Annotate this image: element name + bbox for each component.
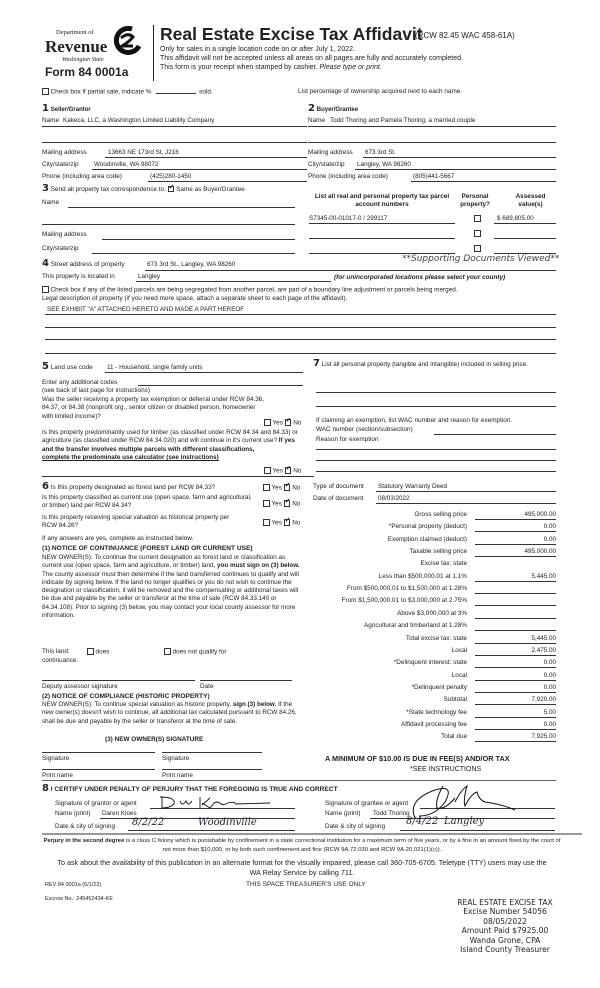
correspondence-name-label: Name bbox=[42, 199, 60, 206]
perjury-bold: Perjury in the second degree bbox=[43, 838, 125, 844]
land-use-field[interactable]: 11 - Household, single family units bbox=[107, 364, 203, 371]
no-checkbox[interactable] bbox=[284, 500, 291, 507]
amount-value-field[interactable]: 0.00 bbox=[475, 685, 556, 693]
grantor-signature-label: Signature of grantor or agent bbox=[55, 800, 137, 807]
legal-label: Legal description of property (if you need more space, attach a separate sheet to each page of the affidavit). bbox=[42, 295, 348, 302]
amount-label: *Personal property (deduct) bbox=[388, 523, 467, 531]
perjury-notice bbox=[42, 837, 562, 854]
grantee-date-line bbox=[400, 830, 555, 831]
legal-line-4 bbox=[45, 353, 556, 354]
seller-city-label: City/state/zip bbox=[42, 161, 79, 168]
personal-property-label: List all personal property (tangible and intangible) included in selling price. bbox=[321, 361, 528, 368]
notice-text-bold: you must sign on (3) below. bbox=[217, 562, 300, 570]
seller-mailing-field[interactable]: 13663 NE 173rd St, J216 bbox=[108, 149, 179, 156]
amount-label: Subtotal bbox=[443, 696, 467, 704]
yes-checkbox[interactable] bbox=[263, 484, 270, 491]
amount-value-field[interactable] bbox=[475, 586, 556, 594]
does-option bbox=[87, 648, 109, 656]
buyer-city-field[interactable]: Langley, WA 98260 bbox=[357, 161, 411, 168]
forest-q2-label: Is this property classified as current use (open space, farm and agricultural, or timber) land per RCW 84.34? bbox=[42, 494, 252, 510]
land-use-label: Land use code bbox=[50, 364, 93, 371]
amount-label: *State technology fee bbox=[406, 708, 467, 716]
yes-checkbox[interactable] bbox=[263, 519, 270, 526]
does-label: does bbox=[95, 648, 110, 656]
amount-value-field[interactable]: 495,000.00 bbox=[475, 512, 556, 520]
partial-sale-label: Check box if partial sale, indicate % bbox=[50, 88, 152, 96]
correspondence-city-field[interactable] bbox=[92, 253, 295, 254]
correspondence-name-field-2[interactable] bbox=[42, 224, 295, 225]
new-owner-signature-field-2[interactable] bbox=[162, 752, 262, 753]
assessed-value-field[interactable] bbox=[494, 231, 556, 239]
seller-heading bbox=[42, 104, 91, 114]
amount-value-field[interactable] bbox=[475, 611, 556, 619]
buyer-heading-label: Buyer/Grantee bbox=[316, 107, 359, 113]
buyer-name-line-2 bbox=[308, 142, 556, 143]
amount-label: From $500,000.01 to $1,500,000 at 1.28% bbox=[346, 585, 467, 593]
amount-value-field[interactable] bbox=[475, 623, 556, 631]
personal-property-checkbox[interactable] bbox=[474, 245, 481, 252]
section-number: 6 bbox=[42, 481, 49, 492]
document-type-field[interactable]: Statutory Warranty Deed bbox=[378, 483, 448, 490]
amount-value-field[interactable]: 5,445.00 bbox=[475, 574, 556, 582]
amount-value-field[interactable]: 0.00 bbox=[475, 524, 556, 532]
street-label: Street address of property bbox=[50, 261, 125, 268]
wac-label: WAC number (section/subsection) bbox=[316, 426, 413, 433]
amount-value-field[interactable]: 0.00 bbox=[475, 722, 556, 730]
reason-field-3[interactable] bbox=[316, 471, 556, 472]
no-label: No bbox=[293, 467, 302, 475]
section-number: 4 bbox=[42, 258, 49, 269]
parcel-row bbox=[308, 230, 556, 242]
amount-value-field[interactable]: 5.00 bbox=[475, 710, 556, 718]
yes-label: Yes bbox=[272, 419, 283, 427]
signature-label: Signature bbox=[162, 755, 190, 762]
grantee-date-label: Date & city of signing bbox=[325, 823, 386, 830]
personal-property-checkbox[interactable] bbox=[474, 230, 481, 237]
yes-checkbox[interactable] bbox=[263, 500, 270, 507]
buyer-name-line bbox=[308, 126, 556, 127]
section-number: 2 bbox=[308, 103, 315, 114]
predominate-use-note: complete the predominate use calculator (see instructions) bbox=[42, 453, 219, 461]
parcel-number-field[interactable]: S7345-00-01017-0 / 299117 bbox=[309, 216, 455, 224]
seller-phone-field[interactable]: (425)280-1450 bbox=[150, 173, 192, 180]
timber-yes-no bbox=[264, 467, 301, 475]
section-number: 1 bbox=[42, 103, 49, 114]
seller-city-field[interactable]: Woodinville, WA 98072 bbox=[94, 161, 159, 168]
parcels-col-personal-header: Personal property? bbox=[460, 193, 490, 208]
legal-line-3 bbox=[45, 339, 556, 340]
receipt-note: This form is your receipt when stamped by cashier. bbox=[160, 64, 320, 71]
amount-value-field[interactable] bbox=[475, 598, 556, 606]
personal-property-field-1[interactable] bbox=[316, 392, 556, 393]
document-type-line bbox=[376, 491, 556, 492]
notice-text-bold: sign (3) below. bbox=[232, 701, 277, 708]
print-name-field-2[interactable] bbox=[162, 769, 262, 770]
new-owner-signature-field-1[interactable] bbox=[42, 752, 155, 753]
form-number: Form 84 0001a bbox=[45, 65, 129, 79]
buyer-mailing-field[interactable]: 673 3rd St. bbox=[365, 149, 396, 156]
grantor-date-field[interactable]: 8/2/22 bbox=[132, 817, 165, 828]
seller-mailing-label: Mailing address bbox=[42, 149, 87, 156]
section-number: 8 bbox=[42, 783, 49, 794]
notice-continuance-text bbox=[42, 554, 304, 620]
street-field[interactable]: 673 3rd St., Langley, WA 98260 bbox=[147, 261, 236, 268]
amount-label: Taxable selling price bbox=[409, 548, 467, 556]
amount-label: Agricultural and timberland at 1.28% bbox=[363, 622, 467, 630]
certify-bottom-rule bbox=[42, 833, 582, 835]
type-or-print-note: Please type or print. bbox=[319, 64, 382, 71]
revenue-logo-text: Revenue bbox=[45, 37, 108, 56]
amount-value-field[interactable]: 495,000.00 bbox=[475, 549, 556, 557]
buyer-heading bbox=[308, 104, 358, 114]
see-instructions-note: *SEE INSTRUCTIONS bbox=[410, 766, 482, 773]
forest-q1-yes-no bbox=[263, 484, 300, 492]
amount-value-field[interactable]: 7,920.00 bbox=[475, 697, 556, 705]
stamp-line: Wanda Grone, CPA bbox=[469, 935, 541, 945]
page-title: Real Estate Excise Tax Affidavit bbox=[160, 24, 423, 44]
exemption-claim-label: If claiming an exemption, list WAC number and reason for exemption. bbox=[316, 417, 513, 424]
reason-label: Reason for exemption bbox=[316, 436, 379, 443]
correspondence-name-field[interactable] bbox=[68, 207, 295, 208]
seller-phone-line bbox=[148, 181, 307, 182]
notice-text: NEW OWNER(S): To continue the current designation as forest land or classification as current use (open space, farm and agriculture, or timber) land, bbox=[42, 554, 286, 570]
buyer-mailing-label: Mailing address bbox=[308, 149, 353, 156]
seller-city-line bbox=[92, 169, 307, 170]
section-number: 5 bbox=[42, 361, 49, 372]
buyer-phone-field[interactable]: (805)441-5667 bbox=[413, 173, 455, 180]
supporting-docs-note: **Supporting Documents Viewed** bbox=[402, 254, 560, 264]
located-field[interactable]: Langley bbox=[138, 273, 161, 280]
amount-label: Affidavit processing fee bbox=[401, 720, 467, 728]
legal-line-2 bbox=[45, 327, 556, 328]
parcel-number-field[interactable] bbox=[309, 246, 455, 254]
escrow-number: Escrow No.: 245452434-KE bbox=[45, 896, 113, 902]
stamp-line: 08/05/2022 bbox=[483, 916, 527, 926]
amount-value-field[interactable]: 0.00 bbox=[475, 537, 556, 545]
no-label: No bbox=[292, 484, 301, 492]
buyer-name-field[interactable]: Todd Thoring and Pamela Thoring, a married couple bbox=[330, 117, 476, 124]
ownership-note: List percentage of ownership acquired next to each name. bbox=[298, 88, 463, 95]
deputy-signature-label: Deputy assessor signature bbox=[42, 683, 118, 690]
deputy-date-field[interactable] bbox=[200, 680, 292, 681]
additional-codes-field[interactable] bbox=[138, 385, 303, 386]
deputy-signature-field[interactable] bbox=[42, 680, 195, 681]
signature-label: Signature bbox=[42, 755, 70, 762]
washington-state-label: Washington State bbox=[62, 57, 104, 63]
personal-property-field-2[interactable] bbox=[316, 406, 556, 407]
timber-question-bold: If yes and the transfer involves multiple parcels with different classifications, bbox=[42, 437, 295, 453]
does-not-checkbox[interactable] bbox=[164, 648, 171, 655]
buyer-name-label: Name bbox=[308, 117, 326, 124]
forest-q3-label: Is this property receiving special valuation as historical property per RCW 84.26? bbox=[42, 514, 230, 530]
dor-logo-icon bbox=[112, 26, 142, 56]
grantee-signature[interactable] bbox=[405, 780, 535, 820]
if-yes-note: If any answers are yes, complete as instructed below. bbox=[42, 535, 194, 542]
amount-value-field[interactable]: 0.00 bbox=[475, 660, 556, 668]
does-not-label: does not qualify for bbox=[172, 648, 227, 656]
yes-label: Yes bbox=[271, 500, 282, 508]
exemption-yes-no bbox=[264, 419, 301, 427]
grantor-name-label: Name (print) bbox=[55, 810, 91, 817]
section-number: 3 bbox=[42, 183, 49, 194]
amount-value-field[interactable]: 2,475.00 bbox=[475, 648, 556, 656]
no-checkbox[interactable] bbox=[285, 419, 292, 426]
amount-label: Total excise tax: state bbox=[405, 634, 467, 642]
same-as-buyer-label: Same as Buyer/Grantee bbox=[176, 186, 245, 193]
assessed-value-field[interactable] bbox=[494, 246, 556, 254]
buyer-phone-label: Phone (including area code) bbox=[308, 173, 388, 180]
same-as-buyer-checkbox[interactable] bbox=[168, 186, 175, 193]
yes-checkbox[interactable] bbox=[264, 419, 271, 426]
amount-label: Excise tax: state bbox=[420, 560, 467, 568]
correspondence-mailing-field[interactable] bbox=[102, 239, 295, 240]
personal-property-checkbox[interactable] bbox=[474, 215, 481, 222]
document-date-line bbox=[376, 503, 556, 504]
treasurer-stamp bbox=[430, 898, 580, 954]
grantor-city-field[interactable]: Woodinville bbox=[198, 817, 257, 828]
segregated-row bbox=[42, 286, 458, 294]
parcel-number-field[interactable] bbox=[309, 231, 455, 239]
no-checkbox[interactable] bbox=[285, 467, 292, 474]
buyer-city-label: City/state/zip bbox=[308, 161, 345, 168]
segregated-label: Check box if any of the listed parcels are being segregated from another parcel, are part of a boundary line adjustment or parcels being merged. bbox=[50, 286, 458, 294]
certify-label: I CERTIFY UNDER PENALTY OF PERJURY THAT THE FOREGOING IS TRUE AND CORRECT bbox=[50, 786, 338, 793]
grantor-date-line bbox=[128, 830, 295, 831]
street-line bbox=[145, 270, 556, 271]
no-label: No bbox=[292, 519, 301, 527]
buyer-phone-line bbox=[411, 181, 556, 182]
additional-codes-label: Enter any additional codes bbox=[42, 379, 118, 386]
forest-q1-label: Is this property designated as forest land per RCW 84.33? bbox=[50, 484, 216, 491]
yes-label: Yes bbox=[271, 484, 282, 492]
rcw-reference: (RCW 82.45 WAC 458-61A) bbox=[415, 31, 515, 40]
header-line-3 bbox=[160, 64, 382, 71]
seller-heading-label: Seller/Grantor bbox=[50, 107, 91, 113]
forest-q3-yes-no bbox=[263, 519, 300, 527]
amount-value-field[interactable]: 7,925.00 bbox=[475, 734, 556, 742]
stamp-line: Excise Number 54056 bbox=[463, 907, 547, 917]
this-land-label: This land: bbox=[42, 648, 70, 655]
amount-label: Above $3,000,000 at 3% bbox=[397, 609, 467, 617]
amount-label: From $1,500,000.01 to $3,000,000 at 2.75% bbox=[341, 597, 467, 605]
seller-name-line bbox=[42, 126, 307, 127]
notice-text: The county assessor must then determine if the land transferred continues to qualify and will indicate by signing below. If the land no longer qualifies or you do not wish to continue the designation or classification, it will be removed and the compensating or additional taxes will be due and payable by the seller or transferor at the time of sale (RCW 84.33.140 or 84.34.108). Prior to signing (3) below, you may contact your local county assessor for more information. bbox=[42, 570, 299, 620]
notice-compliance-title: (2) NOTICE OF COMPLIANCE (HISTORIC PROPERTY) bbox=[42, 693, 210, 700]
street-heading bbox=[42, 259, 125, 269]
seller-phone-label: Phone (including area code) bbox=[42, 173, 122, 180]
print-name-label: Print name bbox=[162, 772, 193, 779]
notice-compliance-text bbox=[42, 701, 300, 726]
yes-label: Yes bbox=[272, 467, 283, 475]
grantee-city-field[interactable]: Langley bbox=[444, 816, 485, 827]
wac-field[interactable] bbox=[434, 434, 556, 435]
header-divider bbox=[153, 25, 154, 81]
additional-codes-note: (see back of last page for instructions) bbox=[42, 387, 150, 394]
notice-continuance-title: (1) NOTICE OF CONTINUANCE (FOREST LAND OR CURRENT USE) bbox=[42, 545, 253, 552]
continuance-label: continuance. bbox=[42, 657, 79, 664]
sold-label: sold. bbox=[199, 88, 213, 96]
stamp-line: REAL ESTATE EXCISE TAX bbox=[457, 898, 553, 907]
correspondence-heading bbox=[42, 184, 245, 194]
reason-field-1[interactable] bbox=[316, 449, 556, 450]
no-checkbox[interactable] bbox=[284, 484, 291, 491]
does-checkbox[interactable] bbox=[87, 648, 94, 655]
seller-name-label: Name bbox=[42, 117, 60, 124]
notice-text: NEW OWNER(S): To continue special valuation as historic property, bbox=[42, 701, 233, 708]
no-label: No bbox=[293, 419, 302, 427]
forest-q2-yes-no bbox=[263, 500, 300, 508]
land-use-heading bbox=[42, 362, 93, 372]
grantee-date-field[interactable]: 8/4/22 bbox=[406, 816, 439, 827]
partial-sale-checkbox[interactable] bbox=[42, 88, 49, 95]
amount-label: Total due bbox=[441, 733, 467, 741]
minimum-due-note: A MINIMUM OF $10.00 IS DUE IN FEE(S) AND/OR TAX bbox=[325, 754, 510, 763]
grantee-name-field[interactable]: Todd Thoring bbox=[373, 810, 410, 817]
reason-field-2[interactable] bbox=[316, 460, 556, 461]
correspondence-mailing-label: Mailing address bbox=[42, 231, 87, 238]
amount-label: Gross selling price bbox=[414, 511, 467, 518]
seller-name-line-2 bbox=[42, 142, 307, 143]
grantor-name-field[interactable]: Daren Kloes bbox=[102, 810, 137, 817]
header-line-1: Only for sales in a single location code on or after July 1, 2022. bbox=[160, 46, 355, 53]
new-owner-signature-heading: (3) NEW OWNER(S) SIGNATURE bbox=[105, 736, 204, 743]
timber-question-text: Is this property predominantly used for timber (as classified under RCW 84.34 and 84.33) or agriculture (as classified under RCW 84.34.020) and will continue in it's current use? bbox=[42, 429, 298, 445]
land-use-line bbox=[105, 372, 303, 373]
amount-label: Less than $500,000.01 at 1.1% bbox=[378, 572, 467, 580]
no-label: No bbox=[292, 500, 301, 508]
stamp-line: Amount Paid $7925.00 bbox=[461, 926, 549, 936]
amount-label: *Delinquent penalty bbox=[411, 683, 467, 691]
buyer-city-line bbox=[355, 169, 556, 170]
perjury-text: is a class C felony which is punishable by confinement in a state correctional institution for a maximum term of five years, or by a fine in an amount fixed by the court of not more than $10,000, or by both such confinement and fine (RCW 9A.72.030 and RCW 9A.20.021(1)(c)). bbox=[124, 838, 561, 853]
forest-q1 bbox=[42, 482, 215, 492]
grantee-signature-label: Signature of grantee or agent bbox=[325, 800, 409, 807]
amount-label: Local bbox=[451, 671, 467, 679]
accessibility-notice: To ask about the availability of this publication in an alternate format for the visually impaired, please call 360-705-6705. Teletype (TTY) users may use the WA Relay Service by calling 711. bbox=[57, 858, 547, 877]
located-line bbox=[136, 281, 331, 282]
dept-of-label: Department of bbox=[56, 29, 94, 36]
personal-property-heading bbox=[313, 360, 558, 369]
treasurer-use-label: THIS SPACE TREASURER'S USE ONLY bbox=[246, 881, 366, 888]
yes-label: Yes bbox=[271, 519, 282, 527]
yes-checkbox[interactable] bbox=[264, 467, 271, 474]
document-date-label: Date of document bbox=[313, 495, 364, 502]
exemption-question: Was the seller receiving a property tax exemption or deferral under RCW 84.36, 84.37, or 84.38 (nonprofit org., senior citizen or disabled person, homeowner with limited income)? bbox=[42, 396, 265, 420]
parcels-col-number-header: List all real and personal property tax parcel account numbers bbox=[314, 193, 450, 208]
segregated-checkbox[interactable] bbox=[42, 286, 49, 293]
legal-line-1 bbox=[45, 314, 556, 315]
amount-label: Local bbox=[451, 646, 467, 654]
section-number: 7 bbox=[313, 358, 320, 369]
grantor-signature[interactable] bbox=[150, 793, 300, 811]
stamp-line: Island County Treasurer bbox=[460, 945, 550, 955]
document-type-label: Type of document bbox=[313, 483, 364, 490]
assessed-value-field[interactable]: $ 689,805.00 bbox=[494, 216, 556, 224]
located-label: This property is located in bbox=[42, 273, 115, 280]
grantee-name-label: Name (print) bbox=[325, 810, 361, 817]
print-name-label: Print name bbox=[42, 772, 73, 779]
correspondence-label: Send all property tax correspondence to: bbox=[50, 186, 166, 193]
revision-label: REV 84 0001a (6/1/22) bbox=[45, 882, 102, 888]
seller-name-field[interactable]: Kakeca, LLC, a Washington Limited Liability Company bbox=[63, 117, 215, 124]
parcel-row bbox=[308, 215, 556, 227]
buyer-mailing-line bbox=[363, 157, 556, 158]
grantor-date-label: Date & city of signing bbox=[55, 823, 116, 830]
amount-label: Exemption claimed (deduct) bbox=[387, 535, 467, 543]
legal-description-field[interactable]: SEE EXHIBIT "A" ATTACHED HERETO AND MADE A PART HEREOF bbox=[47, 306, 245, 313]
partial-sale-percent-input[interactable] bbox=[156, 93, 196, 94]
document-date-field[interactable]: 08/03/2022 bbox=[378, 495, 410, 502]
partial-sale-row bbox=[42, 88, 213, 96]
does-not-option bbox=[164, 648, 227, 656]
parcels-col-value-header: Assessed value(s) bbox=[515, 193, 546, 208]
section5-bottom-line bbox=[42, 476, 314, 477]
print-name-field-1[interactable] bbox=[42, 769, 155, 770]
located-note: (for unincorporated locations please select your county) bbox=[334, 274, 506, 281]
deputy-date-label: Date bbox=[200, 683, 214, 690]
no-checkbox[interactable] bbox=[284, 519, 291, 526]
seller-mailing-line bbox=[105, 157, 307, 158]
amount-label: *Delinquent interest: state bbox=[393, 659, 467, 667]
correspondence-city-label: City/state/zip bbox=[42, 245, 79, 252]
notice-text: If the new owner(s) doesn't wish to continue, all additional tax calculated pursuant to RCW 84.26, shall be due and payable by the seller or transferor at the time of sale. bbox=[42, 701, 297, 725]
timber-question bbox=[42, 429, 304, 462]
amount-value-field[interactable]: 0.00 bbox=[475, 673, 556, 681]
header-line-2: This affidavit will not be accepted unless all areas on all pages are fully and accurately completed. bbox=[160, 55, 463, 62]
amount-value-field[interactable]: 5,445.00 bbox=[475, 636, 556, 644]
